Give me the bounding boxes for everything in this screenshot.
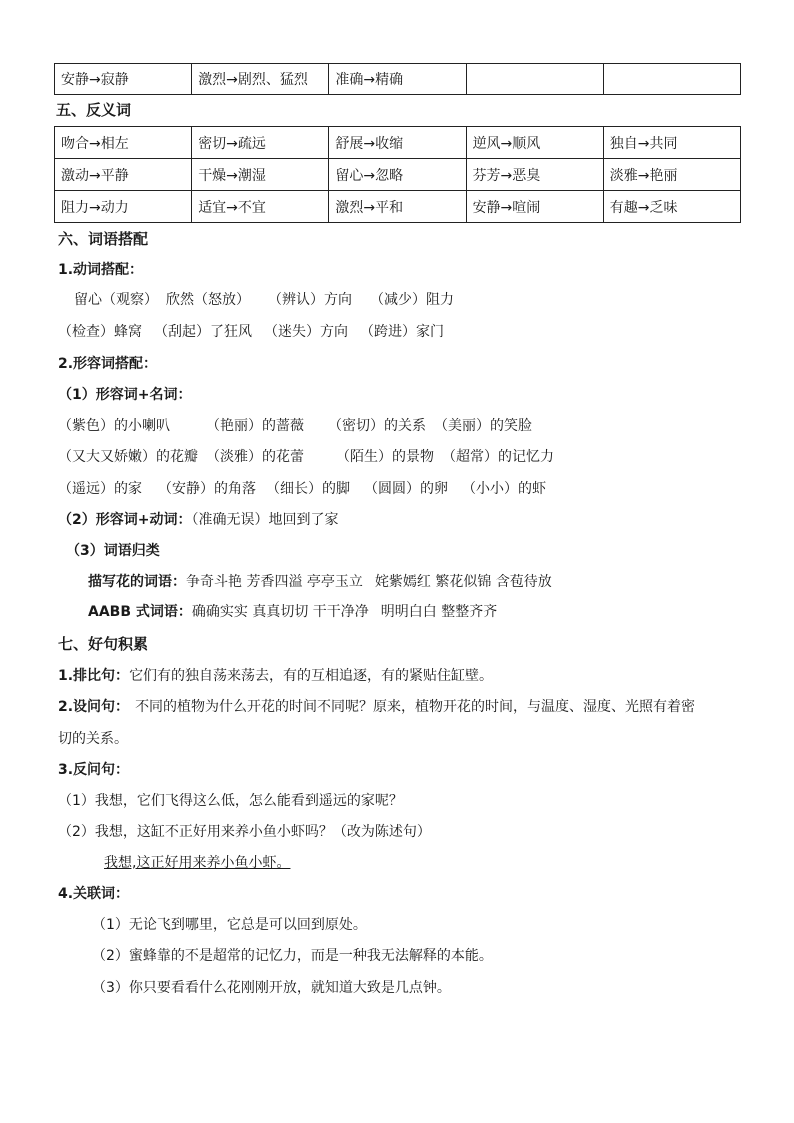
s4-label: 4.关联词： bbox=[58, 886, 130, 902]
phrase: （刮起）了狂风 bbox=[154, 324, 252, 340]
antonym-table bbox=[54, 126, 741, 223]
verb-line-2 bbox=[58, 322, 444, 342]
s3-item-1: （1）我想，它们飞得这么低，怎么能看到遥远的家呢？ bbox=[58, 793, 403, 809]
s4-item-1: （1）无论飞到哪里，它总是可以回到原处。 bbox=[92, 917, 367, 933]
table-cell: 激烈→剧烈、猛烈 bbox=[192, 64, 329, 95]
table-cell: 适宜→不宜 bbox=[192, 191, 329, 223]
phrase: 留心（观察） bbox=[74, 292, 158, 308]
synonym-table-continued bbox=[54, 63, 741, 95]
s2-label: 2.设问句： bbox=[58, 699, 130, 715]
s3-answer: 我想,这正好用来养小鱼小虾。 bbox=[104, 855, 291, 871]
table-cell bbox=[466, 64, 603, 95]
table-cell: 逆风→顺风 bbox=[466, 127, 603, 159]
table-cell: 安静→喧闹 bbox=[466, 191, 603, 223]
aabb-words-line bbox=[88, 602, 497, 622]
table-cell: 激动→平静 bbox=[55, 159, 192, 191]
phrase: （超常）的记忆力 bbox=[442, 449, 554, 465]
table-cell: 密切→疏远 bbox=[192, 127, 329, 159]
adj-sub2-text: （准确无误）地回到了家 bbox=[191, 512, 339, 528]
word: 含苞待放 bbox=[495, 574, 552, 590]
phrase: （跨进）家门 bbox=[360, 324, 444, 340]
table-cell: 准确→精确 bbox=[329, 64, 466, 95]
phrase: （密切）的关系 bbox=[328, 418, 426, 434]
word: 干干净净 bbox=[312, 604, 369, 620]
word: 姹紫嫣红 bbox=[374, 574, 431, 590]
word: 确确实实 bbox=[191, 604, 248, 620]
section6-heading: 六、词语搭配 bbox=[58, 230, 149, 248]
adj-line-3 bbox=[58, 479, 546, 499]
flower-label: 描写花的词语： bbox=[88, 574, 186, 590]
table-cell: 留心→忽略 bbox=[329, 159, 466, 191]
phrase: （安静）的角落 bbox=[158, 481, 256, 497]
word: 明明白白 bbox=[380, 604, 437, 620]
s2-text-b: 切的关系。 bbox=[58, 731, 128, 747]
word: 争奇斗艳 bbox=[186, 574, 242, 590]
word: 芳香四溢 bbox=[246, 574, 303, 590]
adj-sub3: （3）词语归类 bbox=[66, 543, 160, 559]
adj-heading: 2.形容词搭配： bbox=[58, 356, 158, 372]
table-row bbox=[55, 191, 741, 223]
phrase: （美丽）的笑脸 bbox=[434, 418, 532, 434]
verb-line-1 bbox=[74, 290, 454, 310]
adj-line-2 bbox=[58, 447, 554, 467]
flower-words-line bbox=[88, 572, 552, 592]
table-cell: 干燥→潮湿 bbox=[192, 159, 329, 191]
s4-item-3: （3）你只要看看什么花刚刚开放，就知道大致是几点钟。 bbox=[92, 980, 451, 996]
phrase: （减少）阻力 bbox=[370, 292, 454, 308]
s3-item-2: （2）我想，这缸不正好用来养小鱼小虾吗？（改为陈述句） bbox=[58, 824, 431, 840]
sentence-rhetorical-q bbox=[58, 697, 695, 717]
table-row bbox=[55, 127, 741, 159]
table-cell: 吻合→相左 bbox=[55, 127, 192, 159]
phrase: （辨认）方向 bbox=[268, 292, 352, 308]
phrase: （淡雅）的花蕾 bbox=[206, 449, 304, 465]
phrase: （陌生）的景物 bbox=[336, 449, 434, 465]
sentence-parallelism bbox=[58, 666, 493, 686]
table-cell bbox=[603, 64, 740, 95]
word: 整整齐齐 bbox=[441, 604, 498, 620]
adj-sub2-label: （2）形容词+动词： bbox=[58, 512, 192, 528]
s1-label: 1.排比句： bbox=[58, 668, 130, 684]
table-row bbox=[55, 64, 741, 95]
aabb-label: AABB 式词语： bbox=[88, 604, 192, 620]
table-cell: 芬芳→恶臭 bbox=[466, 159, 603, 191]
table-cell: 淡雅→艳丽 bbox=[603, 159, 740, 191]
word: 亭亭玉立 bbox=[306, 574, 363, 590]
phrase: （遥远）的家 bbox=[58, 481, 142, 497]
phrase: （艳丽）的蔷薇 bbox=[206, 418, 304, 434]
table-row bbox=[55, 159, 741, 191]
table-cell: 独自→共同 bbox=[603, 127, 740, 159]
adj-line-1 bbox=[58, 416, 532, 436]
adj-sub2 bbox=[58, 510, 338, 530]
verb-heading: 1.动词搭配： bbox=[58, 262, 144, 278]
phrase: （又大又娇嫩）的花瓣 bbox=[58, 449, 198, 465]
s2-text-a: 不同的植物为什么开花的时间不同呢？原来，植物开花的时间，与温度、湿度、光照有着密 bbox=[135, 699, 696, 715]
phrase: （圆圆）的卵 bbox=[364, 481, 448, 497]
adj-sub1: （1）形容词+名词： bbox=[58, 387, 192, 403]
section7-heading: 七、好句积累 bbox=[58, 635, 149, 653]
phrase: （紫色）的小喇叭 bbox=[58, 418, 170, 434]
table-cell: 舒展→收缩 bbox=[329, 127, 466, 159]
table-cell: 阻力→动力 bbox=[55, 191, 192, 223]
table-cell: 激烈→平和 bbox=[329, 191, 466, 223]
s1-text: 它们有的独自荡来荡去，有的互相追逐，有的紧贴住缸壁。 bbox=[129, 668, 494, 684]
phrase: （检查）蜂窝 bbox=[58, 324, 142, 340]
phrase: （小小）的虾 bbox=[462, 481, 546, 497]
table-cell: 安静→寂静 bbox=[55, 64, 192, 95]
phrase: （迷失）方向 bbox=[264, 324, 348, 340]
section5-heading: 五、反义词 bbox=[56, 101, 132, 119]
s4-item-2: （2）蜜蜂靠的不是超常的记忆力，而是一种我无法解释的本能。 bbox=[92, 948, 493, 964]
phrase: 欣然（怒放） bbox=[166, 292, 250, 308]
s3-label: 3.反问句： bbox=[58, 762, 130, 778]
table-cell: 有趣→乏味 bbox=[603, 191, 740, 223]
word: 真真切切 bbox=[252, 604, 309, 620]
phrase: （细长）的脚 bbox=[266, 481, 350, 497]
word: 繁花似锦 bbox=[435, 574, 492, 590]
